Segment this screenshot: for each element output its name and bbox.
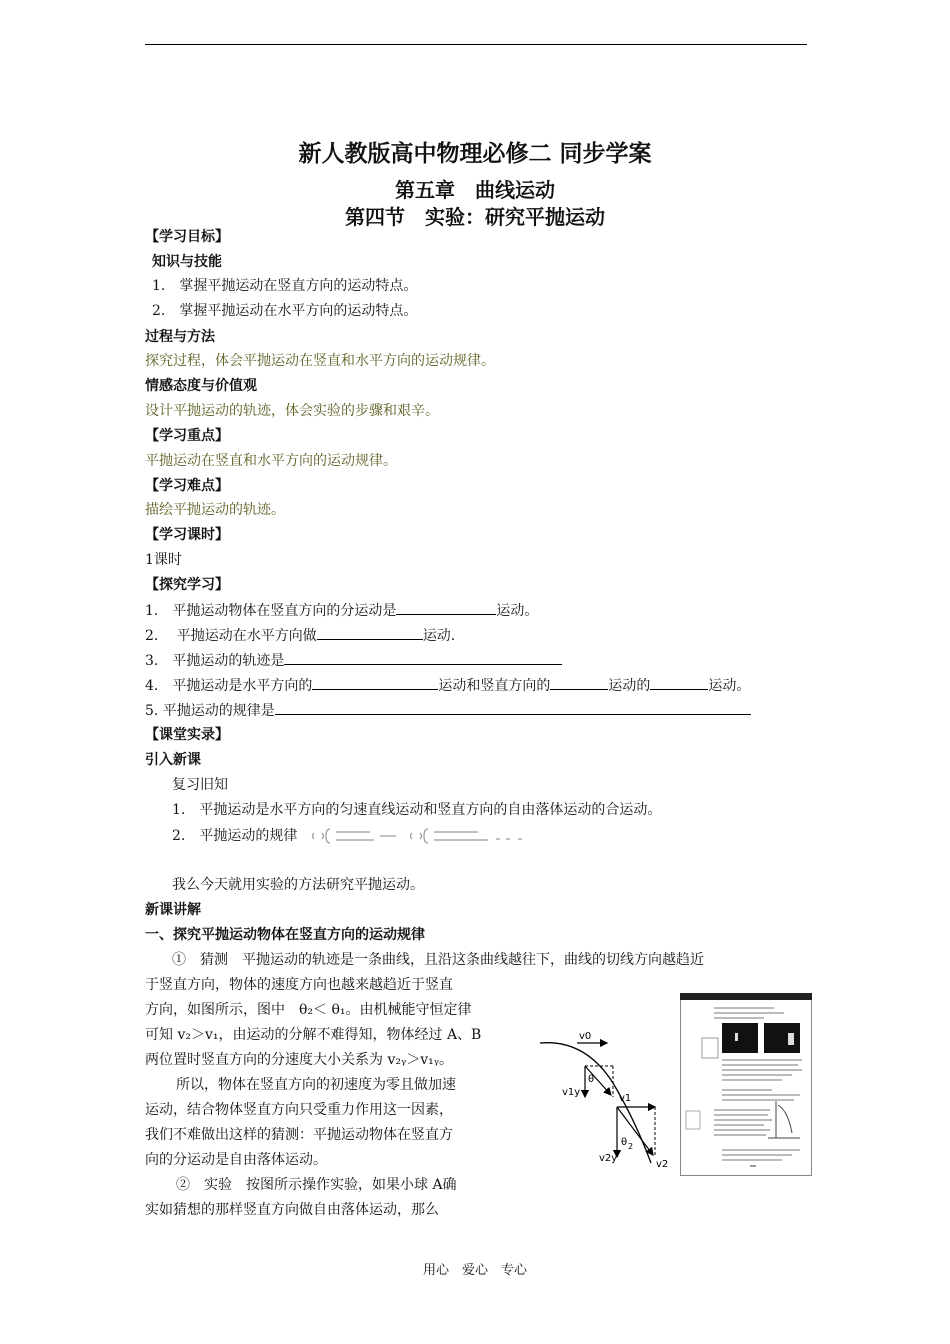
v0-label: v0	[579, 1031, 592, 1042]
answer-blank-1[interactable]	[396, 600, 496, 615]
paragraph-1-line-3: 方向，如图所示，图中 θ₂＜ θ₁。由机械能守恒定律	[145, 1002, 472, 1018]
process-heading: 过程与方法	[145, 329, 215, 345]
document-title: 新人教版高中物理必修二 同步学案	[298, 141, 652, 167]
part1-heading: 一、探究平抛运动物体在竖直方向的运动规律	[145, 927, 425, 943]
explore-heading: 【探究学习】	[145, 577, 229, 593]
theta2-subscript: 2	[628, 1142, 634, 1151]
answer-blank-4b[interactable]	[550, 675, 608, 690]
v1-label: v1	[619, 1093, 632, 1104]
paragraph-1-line-4: 可知 v₂＞v₁，由运动的分解不难得知，物体经过 A、B	[145, 1027, 482, 1043]
question-5-text: 5. 平抛运动的规律是	[145, 703, 275, 719]
answer-blank-2[interactable]	[317, 625, 423, 640]
theta2-label: θ	[621, 1137, 628, 1148]
review-item-2	[172, 826, 628, 846]
theta1-label: θ	[588, 1074, 595, 1085]
review-item-2-text: 2. 平抛运动的规律	[172, 828, 298, 844]
answer-blank-4a[interactable]	[312, 675, 438, 690]
answer-blank-3[interactable]	[284, 650, 562, 665]
attitude-heading: 情感态度与价值观	[145, 378, 257, 394]
difficulties-heading: 【学习难点】	[145, 478, 229, 494]
paragraph-1-line-1: ① 猜测 平抛运动的轨迹是一条曲线，且沿这条曲线越往下，曲线的切线方向越趋近	[172, 952, 704, 968]
photo-2	[764, 1023, 800, 1053]
chapter-title: 第五章 曲线运动	[395, 178, 555, 202]
question-2-text: 2. 平抛运动在水平方向做	[145, 628, 317, 644]
question-5	[145, 700, 751, 721]
question-4-mid1: 运动和竖直方向的	[438, 678, 551, 694]
paragraph-2-line-2: 运动，结合物体竖直方向只受重力作用这一因素，	[145, 1102, 453, 1118]
paragraph-1-line-5: 两位置时竖直方向的分速度大小关系为 v₂ᵧ＞v₁ᵧ。	[145, 1052, 454, 1068]
textbook-page-image	[680, 993, 812, 1176]
paragraph-3-line-1: ② 实验 按图所示操作实验，如果小球 A确	[176, 1177, 457, 1193]
question-3-text: 3. 平抛运动的轨迹是	[145, 653, 285, 669]
paragraph-2-line-1: 所以，物体在竖直方向的初速度为零且做加速	[176, 1077, 456, 1093]
difficulties-text: 描绘平抛运动的轨迹。	[145, 502, 285, 518]
transition-text: 我么今天就用实验的方法研究平抛运动。	[172, 877, 424, 893]
knowledge-item-1: 1. 掌握平抛运动在竖直方向的运动特点。	[152, 278, 418, 294]
hours-text: 1课时	[145, 552, 182, 568]
process-text: 探究过程，体会平抛运动在竖直和水平方向的运动规律。	[145, 353, 495, 369]
photo-1	[722, 1023, 758, 1053]
paragraph-2-line-3: 我们不难做出这样的猜测：平抛运动物体在竖直方	[145, 1127, 453, 1143]
section-title: 第四节 实验：研究平抛运动	[345, 205, 605, 229]
hours-heading: 【学习课时】	[145, 527, 229, 543]
header-rule	[145, 44, 807, 45]
question-3	[145, 650, 562, 671]
question-4-text: 4. 平抛运动是水平方向的	[145, 678, 313, 694]
velocity-diagram	[535, 1025, 675, 1175]
paragraph-1-line-2: 于竖直方向，物体的速度方向也越来越趋近于竖直	[145, 977, 453, 993]
answer-blank-4c[interactable]	[650, 675, 708, 690]
footer-text: 用心 爱心 专心	[422, 1263, 527, 1278]
knowledge-item-2: 2. 掌握平抛运动在水平方向的运动特点。	[152, 303, 418, 319]
question-1-tail: 运动。	[496, 603, 539, 619]
v2-label: v2	[656, 1159, 669, 1170]
question-2-tail: 运动.	[422, 628, 456, 644]
question-4-mid2: 运动的	[608, 678, 651, 694]
intro-heading: 引入新课	[145, 752, 201, 768]
new-lesson-heading: 新课讲解	[145, 902, 201, 918]
question-4-tail: 运动。	[708, 678, 751, 694]
key-points-text: 平抛运动在竖直和水平方向的运动规律。	[145, 453, 397, 469]
goals-heading: 【学习目标】	[145, 229, 229, 245]
question-4	[145, 675, 750, 696]
attitude-text: 设计平抛运动的轨迹，体会实验的步骤和艰辛。	[145, 403, 439, 419]
paragraph-2-line-4: 向的分运动是自由落体运动。	[145, 1152, 327, 1168]
question-1-text: 1. 平抛运动物体在竖直方向的分运动是	[145, 603, 397, 619]
question-1	[145, 600, 538, 621]
classroom-heading: 【课堂实录】	[145, 727, 229, 743]
knowledge-heading: 知识与技能	[152, 254, 222, 270]
trajectory-curve	[540, 1043, 651, 1163]
question-2	[145, 625, 455, 646]
paragraph-3-line-2: 实如猜想的那样竖直方向做自由落体运动，那么	[145, 1202, 439, 1218]
formula-image	[308, 827, 628, 845]
review-item-1: 1. 平抛运动是水平方向的匀速直线运动和竖直方向的自由落体运动的合运动。	[172, 802, 662, 818]
answer-blank-5[interactable]	[275, 700, 751, 715]
v2y-label: v2y	[599, 1153, 618, 1164]
review-label: 复习旧知	[172, 777, 228, 793]
key-points-heading: 【学习重点】	[145, 428, 229, 444]
v1y-label: v1y	[562, 1087, 581, 1098]
